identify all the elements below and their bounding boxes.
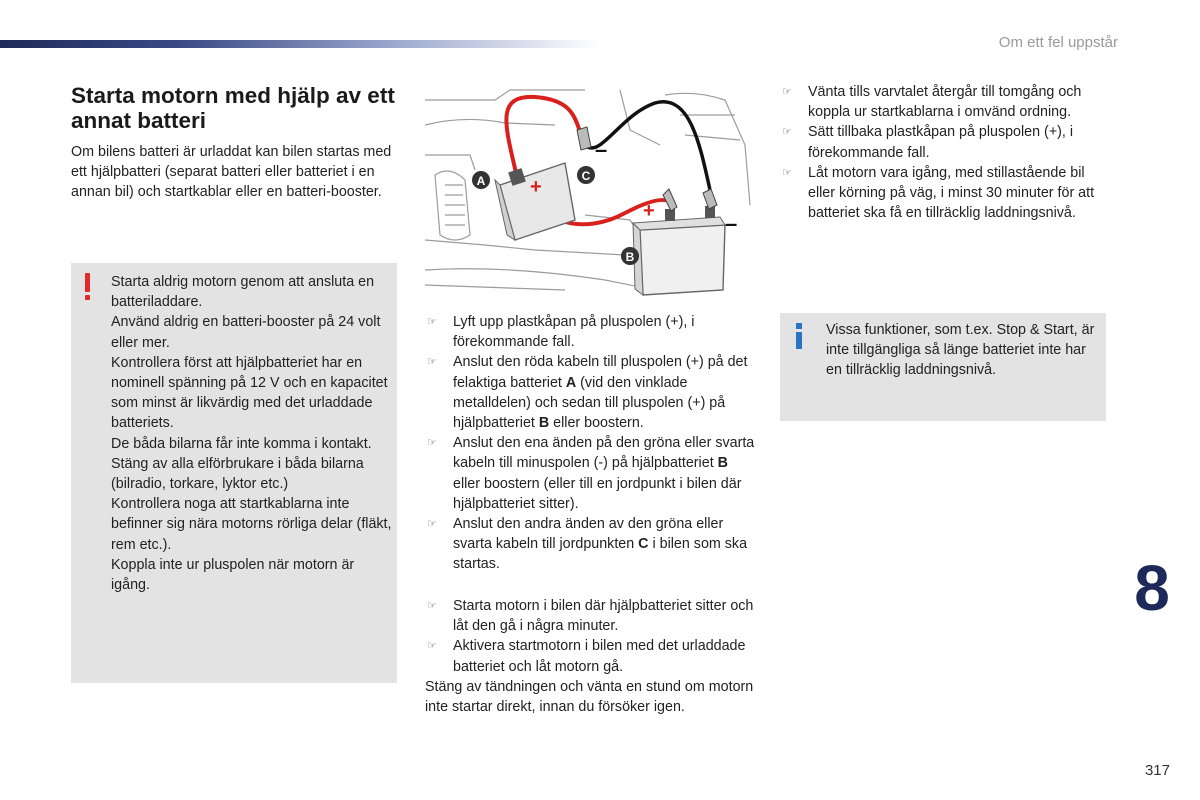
battery-b-plus: +: [643, 200, 655, 222]
steps-list-disconnect: [780, 82, 1110, 223]
step-text: Anslut den andra änden av den gröna eller svarta kabeln till jordpunkten C i bilen som ska startas.: [453, 516, 748, 573]
ground-point-c-ref: C: [638, 536, 649, 553]
battery-a: [495, 163, 575, 240]
warning-paragraph: Koppla inte ur pluspolen när motorn är igång.: [111, 556, 355, 594]
step-text: Sätt tillbaka plastkåpan på pluspolen (+), i förekommande fall.: [808, 124, 1074, 161]
red-cable: [506, 97, 583, 177]
chapter-number: 8: [1134, 552, 1170, 624]
clamp-c-minus: –: [595, 137, 608, 162]
battery-b-ref: B: [717, 455, 728, 472]
battery-b-ref: B: [538, 415, 550, 432]
list-item: [780, 163, 1110, 224]
list-item: [425, 514, 755, 575]
step-text: Vänta tills varvtalet återgår till tomgång och koppla ur startkablarna i omvänd ordning.: [808, 84, 1082, 121]
label-a: [472, 171, 490, 189]
step-text: Anslut den ena änden på den gröna eller svarta kabeln till minuspolen (-) på hjälpbatteriet B eller boostern (eller till en jordpunkt i bilen där hjälpbatteriet sitter).: [453, 435, 755, 512]
warning-box: [71, 263, 397, 683]
warning-text: [111, 272, 393, 595]
list-item: [425, 596, 755, 636]
info-text: Vissa funktioner, som t.ex. Stop & Start, är inte tillgängliga så länge batteriet inte har en tillräcklig laddningsnivå.: [826, 322, 1095, 379]
steps-list-connect: [425, 312, 755, 575]
pointing-hand-icon: ☞: [782, 166, 792, 179]
pointing-hand-icon: ☞: [427, 600, 437, 612]
list-item: [780, 82, 1110, 122]
warning-icon: [83, 273, 93, 300]
step-text: Anslut den röda kabeln till pluspolen (+) på det felaktiga batteriet A (vid den vinklade metalldelen) och sedan till pluspolen (+) på hjälpbatteriet B eller boostern.: [453, 354, 748, 432]
battery-b-minus: –: [725, 211, 738, 236]
svg-text:A: A: [476, 174, 486, 188]
section-title: Om ett fel uppstår: [998, 34, 1118, 51]
warning-paragraph: Stäng av alla elförbrukare i båda bilarna (bilradio, torkare, lyktor etc.): [111, 455, 364, 493]
warning-paragraph: Använd aldrig en batteri-booster på 24 volt eller mer.: [111, 314, 381, 351]
list-item: [425, 352, 755, 433]
pointing-hand-icon: ☞: [427, 437, 437, 450]
step-text: Låt motorn vara igång, med stillastående bil eller körning på väg, i minst 30 minuter för att batteriet ska få en tillräcklig laddningsnivå.: [808, 164, 1095, 222]
info-icon: [796, 323, 804, 349]
warning-paragraph: De båda bilarna får inte komma i kontakt.: [111, 435, 372, 452]
label-c: [577, 166, 595, 184]
pointing-hand-icon: ☞: [427, 356, 437, 369]
warning-paragraph: Kontrollera noga att startkablarna inte befinner sig nära motorns rörliga delar (fläkt, rem etc.).: [111, 496, 392, 553]
label-b: [621, 247, 639, 265]
battery-a-plus: +: [530, 176, 542, 198]
pointing-hand-icon: ☞: [427, 640, 437, 653]
steps-list-start: [425, 596, 755, 717]
list-item: [780, 122, 1110, 162]
step-text: Aktivera startmotorn i bilen med det urladdade batteriet och låt motorn gå.: [453, 638, 746, 675]
header-accent-bar: [0, 40, 600, 48]
svg-text:C: C: [581, 169, 591, 183]
clamp-c: [577, 127, 607, 162]
page-number: 317: [1144, 762, 1170, 779]
pointing-hand-icon: ☞: [782, 86, 792, 98]
battery-a-ref: A: [565, 374, 577, 391]
step-text: Lyft upp plastkåpan på pluspolen (+), i förekommande fall.: [453, 314, 695, 351]
warning-paragraph: Kontrollera först att hjälpbatteriet har en nominell spänning på 12 V och en kapacitet som minst är likvärdig med det urladdade batteriets.: [111, 354, 388, 432]
warning-paragraph: Starta aldrig motorn genom att ansluta en batteriladdare.: [111, 274, 375, 311]
pointing-hand-icon: ☞: [427, 518, 437, 531]
pointing-hand-icon: ☞: [427, 316, 437, 328]
list-item: [425, 636, 755, 676]
jump-start-illustration: [425, 85, 755, 303]
closing-paragraph: Stäng av tändningen och vänta en stund om motorn inte startar direkt, innan du försöker igen.: [425, 678, 754, 716]
page-title: Starta motorn med hjälp av ett annat batteri: [71, 83, 395, 133]
info-box: [780, 313, 1106, 421]
intro-paragraph: Om bilens batteri är urladdat kan bilen startas med ett hjälpbatteri (separat batteri eller batteriet i en annan bil) och startkablar eller en batteri-booster.: [71, 144, 392, 201]
list-item: [425, 312, 755, 352]
step-text: Starta motorn i bilen där hjälpbatteriet sitter och låt den gå i några minuter.: [453, 598, 754, 635]
svg-text:B: B: [625, 250, 635, 264]
battery-b: [633, 189, 737, 295]
list-item: [425, 433, 755, 514]
pointing-hand-icon: ☞: [782, 126, 792, 139]
